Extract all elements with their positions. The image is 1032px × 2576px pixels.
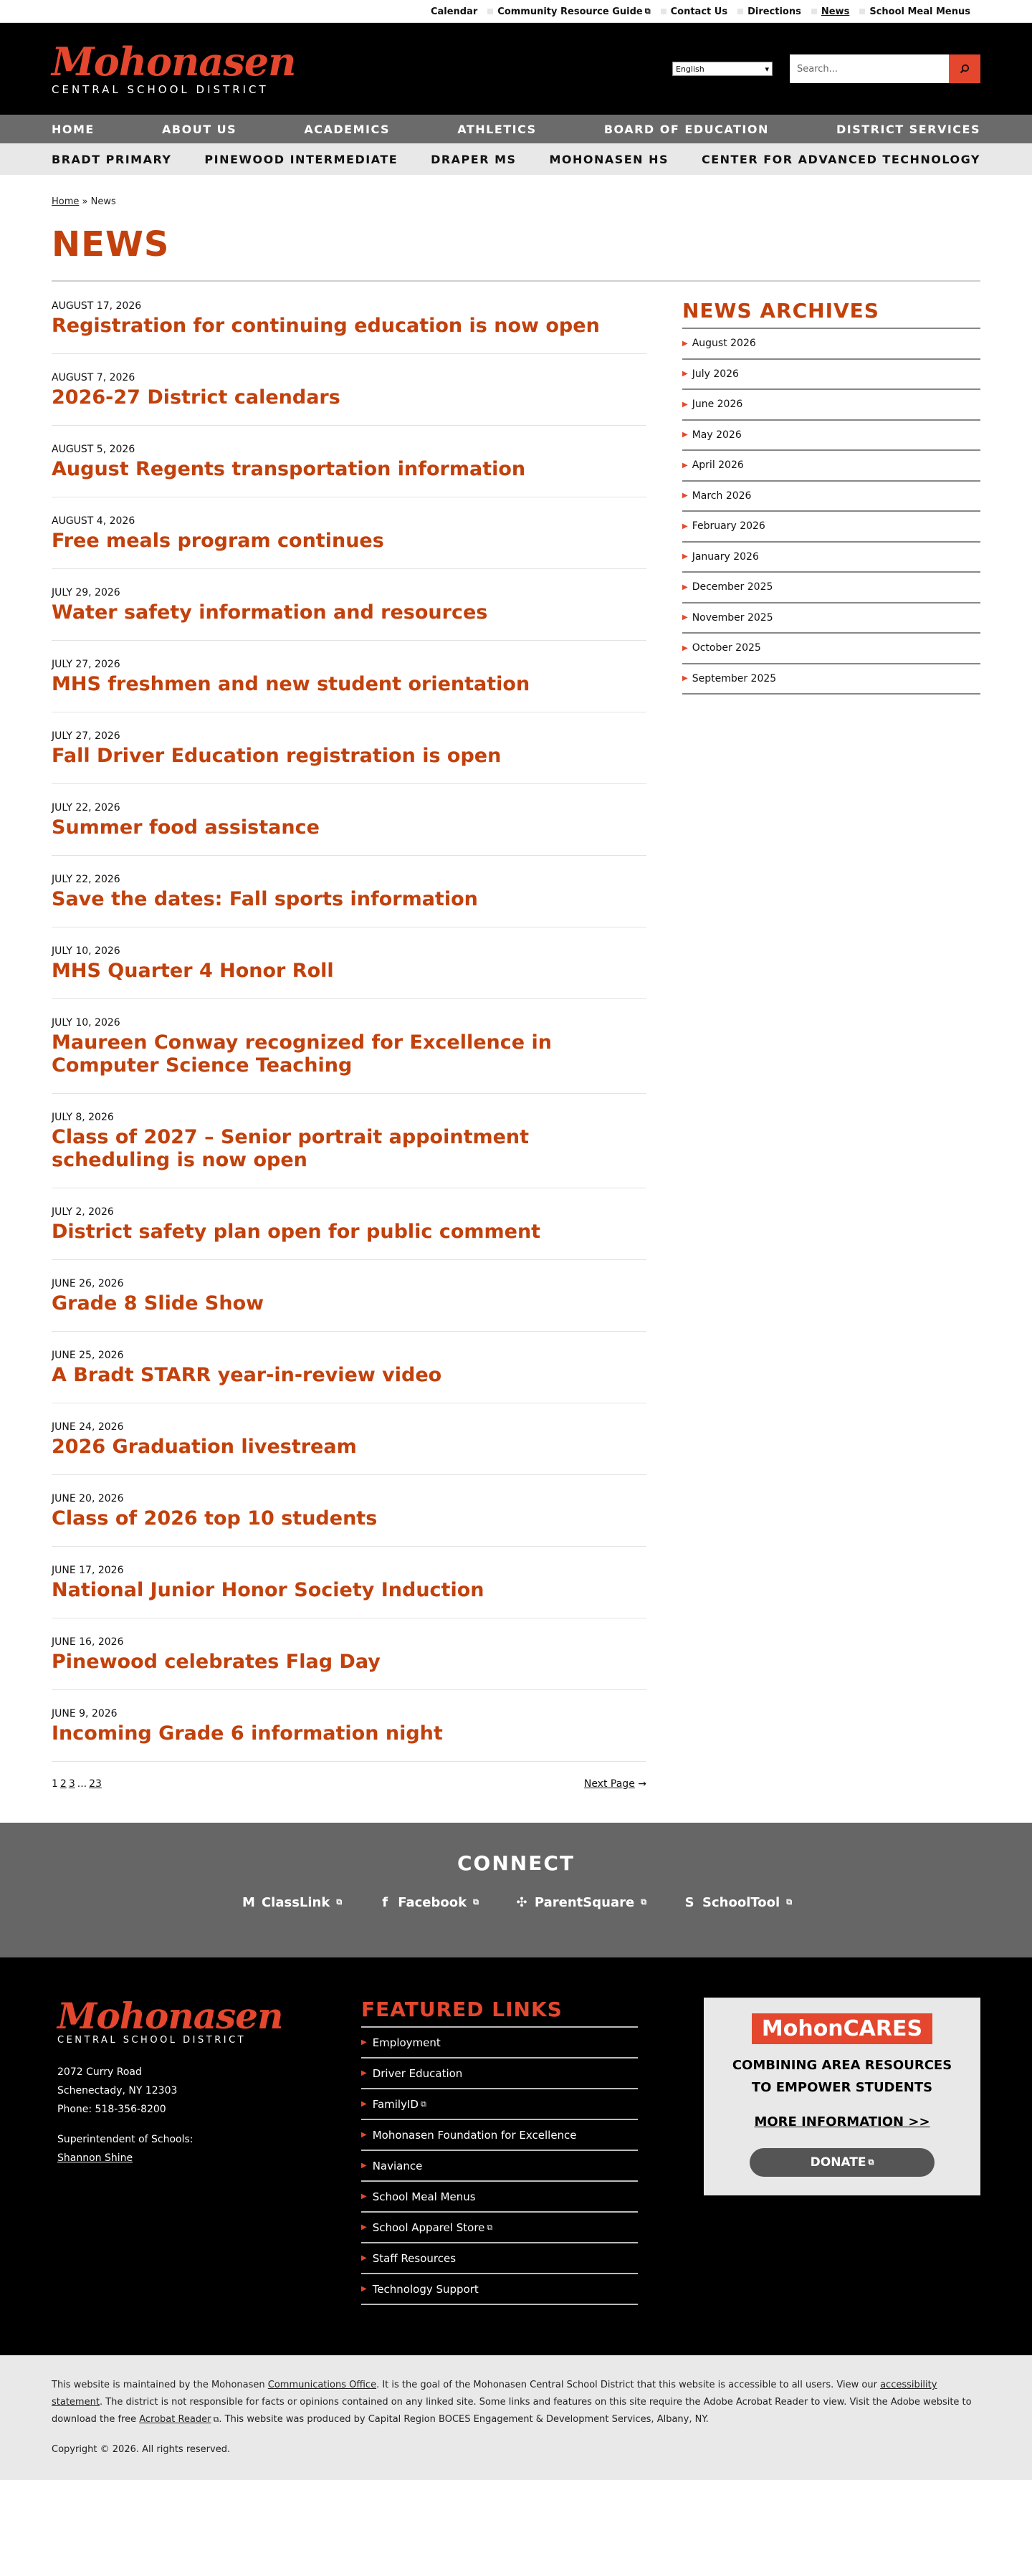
featured-link-label: Driver Education — [372, 2066, 463, 2080]
search-icon — [960, 64, 970, 74]
news-title-link[interactable]: MHS freshmen and new student orientation — [52, 673, 530, 695]
news-date: JUNE 17, 2026 — [52, 1565, 124, 1576]
news-item — [52, 801, 646, 856]
featured-link-technology-support[interactable] — [361, 2274, 638, 2305]
news-item — [52, 1563, 646, 1618]
page-ellipsis: ... — [77, 1778, 87, 1790]
external-link-icon: ⧉ — [473, 1897, 479, 1907]
external-link-icon: ⧉ — [644, 6, 651, 16]
news-item — [52, 1420, 646, 1475]
caret-right-icon: ▶ — [361, 2285, 367, 2293]
archives-list — [682, 328, 980, 695]
school-nav-item-pinewood-intermediate[interactable]: PINEWOOD INTERMEDIATE — [204, 152, 398, 166]
news-date: AUGUST 5, 2026 — [52, 444, 135, 455]
accessibility-statement-link[interactable]: accessibility statement — [52, 2380, 937, 2408]
featured-link-label: Staff Resources — [372, 2251, 457, 2265]
connect-link-label: ParentSquare — [534, 1894, 635, 1910]
phone-number: Phone: 518-356-8200 — [57, 2104, 166, 2115]
footer-address — [57, 2063, 295, 2119]
pagination — [52, 1778, 646, 1790]
pagination-pages — [52, 1778, 104, 1790]
address-line-1: 2072 Curry Road — [57, 2066, 142, 2078]
caret-right-icon: ▶ — [361, 2131, 367, 2139]
caret-right-icon: ▶ — [682, 400, 688, 409]
featured-link-label: Mohonasen Foundation for Excellence — [372, 2128, 577, 2142]
page-link-3[interactable]: 3 — [68, 1778, 75, 1790]
caret-right-icon: ▶ — [682, 339, 688, 348]
nav-item-district-services[interactable]: DISTRICT SERVICES — [836, 122, 980, 136]
featured-link-label: Employment — [372, 2036, 441, 2049]
archive-item-november-2025[interactable] — [682, 604, 980, 634]
logo-subtitle: CENTRAL SCHOOL DISTRICT — [52, 83, 269, 96]
caret-right-icon: ▶ — [361, 2193, 367, 2200]
archive-item-label: March 2026 — [692, 490, 752, 502]
school-nav-list — [52, 143, 980, 175]
site-header — [0, 23, 1032, 115]
nav-item-about-us[interactable]: ABOUT US — [162, 122, 237, 136]
featured-link-employment[interactable] — [361, 2028, 638, 2059]
archive-item-label: April 2026 — [692, 459, 744, 472]
footer-logo[interactable] — [57, 1995, 295, 2046]
news-item — [52, 872, 646, 927]
external-link-icon: ⧉ — [420, 2099, 426, 2109]
parentsquare-icon: ✣ — [516, 1894, 527, 1910]
donate-label: DONATE — [810, 2155, 866, 2170]
caret-right-icon: ▶ — [682, 492, 688, 500]
utility-link-label: Directions — [747, 6, 801, 17]
breadcrumb-current: News — [90, 196, 116, 207]
news-item — [52, 299, 646, 354]
archive-item-label: November 2025 — [692, 611, 773, 624]
archive-item-label: September 2025 — [692, 672, 777, 684]
nav-item-academics[interactable]: ACADEMICS — [304, 122, 391, 136]
legal-text-1: This website is maintained by the Mohonasen — [52, 2380, 268, 2390]
connect-link-label: Facebook — [398, 1894, 467, 1910]
school-nav-item-center-for-advanced-technology[interactable]: CENTER FOR ADVANCED TECHNOLOGY — [701, 152, 980, 166]
search-form — [790, 54, 980, 83]
news-title-link[interactable]: Water safety information and resources — [52, 601, 488, 624]
featured-link-label: Naviance — [372, 2159, 423, 2172]
news-item — [52, 1492, 646, 1547]
caret-right-icon: ▶ — [361, 2038, 367, 2046]
news-date: JULY 22, 2026 — [52, 802, 120, 814]
page-link-23[interactable]: 23 — [89, 1778, 102, 1790]
footer-logo-wordmark: Mohonasen — [57, 1995, 283, 2037]
news-date: JUNE 20, 2026 — [52, 1493, 124, 1504]
utility-link-news[interactable] — [811, 6, 859, 17]
school-nav — [0, 143, 1032, 175]
copyright: Copyright © 2026. All rights reserved. — [52, 2444, 231, 2455]
utility-link-label: Community Resource Guide — [497, 6, 643, 17]
news-date: JUNE 24, 2026 — [52, 1421, 124, 1433]
featured-link-familyid[interactable] — [361, 2089, 638, 2120]
mohoncares-panel — [704, 1998, 980, 2305]
news-title-link[interactable]: Grade 8 Slide Show — [52, 1292, 264, 1315]
news-item — [52, 657, 646, 712]
featured-links-list — [361, 2026, 638, 2305]
archive-item-march-2026[interactable] — [682, 482, 980, 512]
nav-item-home[interactable]: HOME — [52, 122, 95, 136]
next-page-link[interactable] — [584, 1778, 646, 1790]
archive-item-label: January 2026 — [692, 550, 759, 563]
school-nav-item-bradt-primary[interactable]: BRADT PRIMARY — [52, 152, 172, 166]
external-link-icon: ⧉ — [868, 2157, 874, 2167]
mohoncares-tagline-2: TO EMPOWER STUDENTS — [751, 2080, 933, 2095]
news-item — [52, 586, 646, 641]
featured-link-school-apparel-store[interactable] — [361, 2213, 638, 2243]
external-link-icon: ⧉ — [786, 1897, 793, 1907]
chevron-down-icon: ▾ — [765, 64, 769, 74]
connect-title: CONNECT — [457, 1851, 575, 1875]
facebook-icon: f — [382, 1894, 388, 1910]
caret-right-icon: ▶ — [682, 553, 688, 561]
mohoncares-logo: MohonCARES — [752, 2013, 932, 2044]
news-title-link[interactable]: Fall Driver Education registration is open — [52, 745, 502, 767]
caret-right-icon: ▶ — [682, 461, 688, 469]
news-item — [52, 514, 646, 569]
legal-text-4: . This website was produced by Capital Region BOCES Engagement & Development Services, Albany, NY. — [219, 2414, 709, 2425]
archive-item-may-2026[interactable] — [682, 421, 980, 452]
news-title-link[interactable]: A Bradt STARR year-in-review video — [52, 1364, 442, 1386]
featured-link-driver-education[interactable] — [361, 2059, 638, 2089]
archive-item-label: December 2025 — [692, 581, 773, 593]
connect-link-parentsquare[interactable] — [513, 1894, 646, 1911]
news-title-link[interactable]: Pinewood celebrates Flag Day — [52, 1651, 381, 1673]
featured-link-school-meal-menus[interactable] — [361, 2182, 638, 2213]
news-date: JULY 8, 2026 — [52, 1112, 114, 1123]
caret-right-icon: ▶ — [682, 583, 688, 591]
page-content — [52, 196, 980, 1823]
utility-bar — [0, 0, 1032, 23]
utility-link-label: Calendar — [430, 6, 478, 17]
caret-right-icon: ▶ — [361, 2254, 367, 2262]
archive-item-label: July 2026 — [692, 368, 739, 380]
caret-right-icon: ▶ — [682, 614, 688, 622]
acrobat-reader-link[interactable]: Acrobat Reader — [139, 2414, 211, 2425]
connect-link-label: SchoolTool — [702, 1894, 780, 1910]
archive-item-label: May 2026 — [692, 429, 742, 441]
language-select[interactable] — [672, 62, 773, 76]
featured-link-label: School Apparel Store — [372, 2220, 485, 2234]
news-item — [52, 1110, 646, 1188]
connect-links — [0, 1894, 1032, 1911]
caret-right-icon: ▶ — [682, 431, 688, 439]
archive-item-september-2025[interactable] — [682, 664, 980, 695]
news-title-link[interactable]: August Regents transportation information — [52, 458, 526, 480]
site-footer — [0, 1957, 1032, 2355]
caret-right-icon: ▶ — [682, 522, 688, 530]
legal-text-3: . The district is not responsible for facts or opinions contained on any linked site. Some links and features on this site require the Adobe Acrobat Reader to view. Visit the Adobe website to download the free — [52, 2397, 972, 2425]
news-date: JUNE 9, 2026 — [52, 1708, 118, 1719]
language-select-value: English — [676, 64, 704, 74]
nav-item-board-of-education[interactable]: BOARD OF EDUCATION — [603, 122, 769, 136]
footer-logo-subtitle: CENTRAL SCHOOL DISTRICT — [57, 2035, 247, 2046]
superintendent-label: Superintendent of Schools: — [57, 2134, 194, 2145]
title-divider — [52, 280, 980, 282]
superintendent — [57, 2130, 295, 2167]
address-line-2: Schenectady, NY 12303 — [57, 2085, 178, 2096]
caret-right-icon: ▶ — [361, 2069, 367, 2077]
news-title-link[interactable]: MHS Quarter 4 Honor Roll — [52, 960, 334, 982]
utility-link-label: School Meal Menus — [869, 6, 970, 17]
communications-office-link[interactable]: Communications Office — [267, 2380, 377, 2390]
archive-item-april-2026[interactable] — [682, 451, 980, 482]
news-title-link[interactable]: District safety plan open for public comment — [52, 1221, 541, 1243]
page-title: NEWS — [52, 224, 170, 264]
news-title-link[interactable]: Class of 2027 – Senior portrait appointment scheduling is now open — [52, 1126, 530, 1171]
archive-item-label: August 2026 — [692, 338, 756, 350]
school-nav-item-mohonasen-hs[interactable]: MOHONASEN HS — [549, 152, 669, 166]
search-button[interactable] — [949, 54, 980, 83]
news-date: JULY 2, 2026 — [52, 1206, 114, 1218]
more-information-link[interactable]: MORE INFORMATION >> — [754, 2114, 930, 2129]
breadcrumb — [52, 196, 980, 207]
news-title-link[interactable]: 2026 Graduation livestream — [52, 1436, 357, 1458]
news-date: JULY 22, 2026 — [52, 874, 120, 885]
external-link-icon: ⧉ — [336, 1897, 343, 1907]
news-title-link[interactable]: Save the dates: Fall sports information — [52, 888, 478, 910]
legal-footer — [0, 2355, 1032, 2480]
page-link-2[interactable]: 2 — [59, 1778, 67, 1790]
news-item — [52, 1707, 646, 1762]
news-title-link[interactable]: 2026-27 District calendars — [52, 386, 340, 409]
archive-item-february-2026[interactable] — [682, 512, 980, 543]
connect-link-facebook[interactable] — [376, 1894, 479, 1911]
news-date: JULY 27, 2026 — [52, 730, 120, 742]
mohoncares-tagline-1: COMBINING AREA RESOURCES — [732, 2058, 952, 2073]
external-link-icon: ⧉ — [487, 2222, 493, 2232]
archive-item-december-2025[interactable] — [682, 573, 980, 604]
news-title-link[interactable]: National Junior Honor Society Induction — [52, 1579, 484, 1601]
search-input[interactable]: Search... — [790, 54, 949, 83]
caret-right-icon: ▶ — [361, 2223, 367, 2231]
featured-link-label: School Meal Menus — [372, 2190, 476, 2203]
connect-section — [0, 1823, 1032, 1957]
main-nav — [0, 115, 1032, 143]
news-date: JUNE 16, 2026 — [52, 1636, 124, 1648]
archive-item-label: February 2026 — [692, 520, 765, 533]
connect-link-classlink[interactable] — [240, 1894, 342, 1911]
caret-right-icon: ▶ — [682, 370, 688, 378]
news-item — [52, 371, 646, 426]
mohoncares-tagline — [725, 2054, 959, 2099]
nav-item-athletics[interactable]: ATHLETICS — [457, 122, 537, 136]
external-link-icon: ⧉ — [213, 2415, 219, 2424]
header-tools — [672, 54, 980, 83]
connect-link-schooltool[interactable] — [681, 1894, 792, 1911]
breadcrumb-home[interactable]: Home — [52, 196, 80, 207]
news-title-link[interactable]: Registration for continuing education is now open — [52, 315, 600, 337]
utility-link-community-resource-guide[interactable] — [487, 6, 660, 17]
news-title-link[interactable]: Maureen Conway recognized for Excellence in Computer Science Teaching — [52, 1031, 552, 1077]
news-item — [52, 1277, 646, 1332]
news-item — [52, 1205, 646, 1260]
next-page-label: Next Page — [583, 1778, 635, 1790]
news-title-link[interactable]: Free meals program continues — [52, 530, 384, 552]
news-date: JULY 10, 2026 — [52, 1017, 120, 1029]
archive-item-label: June 2026 — [692, 399, 743, 411]
schooltool-icon: S — [684, 1894, 694, 1910]
news-date: JULY 10, 2026 — [52, 945, 120, 957]
district-logo[interactable] — [52, 39, 296, 96]
featured-link-label: Technology Support — [372, 2282, 479, 2296]
news-list — [52, 299, 646, 1823]
utility-link-directions[interactable] — [737, 6, 811, 17]
featured-links — [361, 1998, 638, 2305]
news-item — [52, 729, 646, 784]
news-title-link[interactable]: Class of 2026 top 10 students — [52, 1507, 378, 1530]
archive-item-august-2026[interactable] — [682, 329, 980, 360]
donate-button[interactable] — [750, 2148, 935, 2177]
news-date: AUGUST 7, 2026 — [52, 372, 135, 383]
logo-wordmark: Mohonasen — [52, 39, 296, 85]
utility-link-school-meal-menus[interactable] — [859, 6, 980, 17]
archive-item-july-2026[interactable] — [682, 360, 980, 391]
news-date: JULY 27, 2026 — [52, 659, 120, 670]
legal-text-2: . It is the goal of the Mohonasen Central School District that this website is accessible to all users. View our — [376, 2380, 881, 2390]
news-title-link[interactable]: Summer food assistance — [52, 816, 320, 839]
breadcrumb-separator: » — [82, 196, 88, 207]
featured-link-naviance[interactable] — [361, 2151, 638, 2182]
news-item — [52, 1635, 646, 1690]
main-nav-list — [52, 115, 980, 143]
news-date: JULY 29, 2026 — [52, 587, 120, 598]
archives-title: NEWS ARCHIVES — [682, 299, 879, 323]
caret-right-icon: ▶ — [682, 644, 688, 652]
news-date: AUGUST 4, 2026 — [52, 515, 135, 527]
news-item — [52, 1016, 646, 1094]
featured-links-title: FEATURED LINKS — [361, 1998, 563, 2021]
footer-contact — [52, 1995, 295, 2305]
mohoncares-card — [704, 1998, 980, 2195]
superintendent-link[interactable]: Shannon Shine — [57, 2152, 133, 2164]
utility-link-label: Contact Us — [670, 6, 728, 17]
news-item — [52, 944, 646, 999]
archive-item-october-2025[interactable] — [682, 634, 980, 664]
utility-nav — [52, 0, 980, 23]
news-item — [52, 1348, 646, 1403]
news-date: JUNE 25, 2026 — [52, 1350, 124, 1361]
news-date: AUGUST 17, 2026 — [52, 300, 142, 312]
news-date: JUNE 26, 2026 — [52, 1278, 124, 1289]
archive-item-june-2026[interactable] — [682, 390, 980, 421]
school-nav-item-draper-ms[interactable]: DRAPER MS — [431, 152, 517, 166]
caret-right-icon: ▶ — [682, 674, 688, 683]
external-link-icon: ⧉ — [641, 1897, 647, 1907]
classlink-icon: M — [242, 1894, 255, 1910]
connect-link-label: ClassLink — [261, 1894, 330, 1910]
legal-notice — [52, 2377, 980, 2428]
caret-right-icon: ▶ — [361, 2100, 367, 2108]
utility-link-label: News — [821, 6, 850, 17]
news-title-link[interactable]: Incoming Grade 6 information night — [52, 1722, 443, 1745]
utility-link-contact-us[interactable] — [661, 6, 737, 17]
archive-item-january-2026[interactable] — [682, 543, 980, 573]
featured-link-mohonasen-foundation-for-excellence[interactable] — [361, 2120, 638, 2151]
arrow-right-icon: → — [638, 1778, 646, 1790]
utility-link-calendar[interactable] — [421, 6, 487, 17]
archive-item-label: October 2025 — [692, 642, 761, 654]
featured-link-staff-resources[interactable] — [361, 2243, 638, 2274]
news-item — [52, 442, 646, 497]
current-page: 1 — [52, 1778, 58, 1790]
caret-right-icon: ▶ — [361, 2162, 367, 2170]
featured-link-label: FamilyID — [372, 2097, 419, 2111]
news-archives — [682, 299, 980, 1823]
